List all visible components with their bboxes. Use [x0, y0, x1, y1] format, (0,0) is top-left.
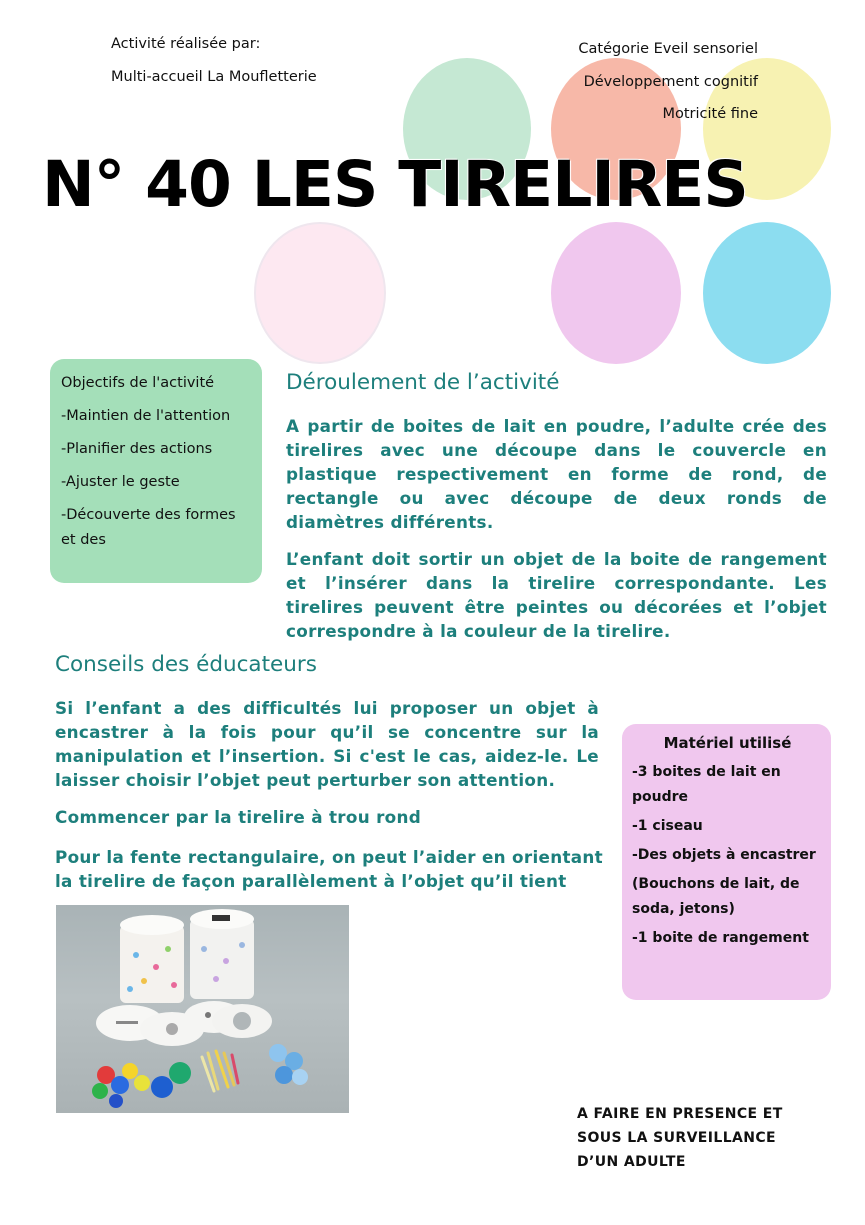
objectives-box [50, 359, 262, 583]
deroulement-heading: Déroulement de l’activité [286, 370, 560, 395]
conseils-paragraph: Pour la fente rectangulaire, on peut l’aider en orientant la tirelire de façon parallèlement à l’objet qu’il tient [55, 847, 603, 891]
conseils-paragraph: Si l’enfant a des difficultés lui proposer un objet à encastrer à la fois pour qu’il se concentre sur la manipulation et l’insertion. Si c'est le cas, aidez-le. Le laisser choisir l’objet peut perturber son attention. [55, 698, 599, 790]
objective-item: -Découverte des formes et des [61, 507, 236, 548]
category-line: Catégorie Eveil sensoriel [578, 41, 758, 57]
objective-item: -Planifier des actions [61, 441, 213, 457]
deroulement-paragraph: A partir de boites de lait en poudre, l’adulte crée des tirelires avec une découpe dans le couvercle en plastique respectivement en forme de rond, de rectangle ou avec découpe de deux ronds de diamètres différents. [286, 416, 827, 532]
decorative-circle-pink [254, 222, 386, 364]
milk-tin-left [120, 915, 184, 1003]
objectives-heading: Objectifs de l'activité [61, 375, 215, 391]
decorative-circle-violet [551, 222, 681, 364]
materiel-item: -1 ciseau [632, 818, 703, 834]
activity-photo [56, 905, 349, 1113]
safety-note-line: D’UN ADULTE [577, 1154, 686, 1170]
deroulement-paragraph: L’enfant doit sortir un objet de la boite de rangement et l’insérer dans la tirelire correspondante. Les tirelires peuvent être peintes ou décorées et l’objet correspondre à la couleur de la tirelire. [286, 549, 827, 641]
materiel-heading: Matériel utilisé [663, 734, 792, 752]
safety-note-line: A FAIRE EN PRESENCE ET [577, 1106, 783, 1122]
materiel-item: -Des objets à encastrer [632, 847, 816, 863]
conseils-paragraph: Commencer par la tirelire à trou rond [55, 807, 422, 827]
realised-by-value: Multi-accueil La Moufletterie [111, 69, 317, 85]
page-title: N° 40 LES TIRELIRES [42, 148, 748, 221]
safety-note [577, 1102, 783, 1174]
materiel-item: (Bouchons de lait, de soda, jetons) [632, 876, 800, 917]
materiel-item: -3 boites de lait en poudre [632, 764, 781, 805]
conseils-heading: Conseils des éducateurs [55, 652, 317, 677]
objective-item: -Ajuster le geste [61, 474, 180, 490]
materiel-box [622, 724, 831, 1000]
realised-by-label: Activité réalisée par: [111, 36, 261, 52]
decorative-circle-cyan [703, 222, 831, 364]
category-line: Motricité fine [662, 106, 758, 122]
materiel-item: -1 boite de rangement [632, 930, 809, 946]
activity-photo-illustration [56, 905, 349, 1113]
category-line: Développement cognitif [583, 74, 758, 90]
milk-tin-right [190, 909, 254, 999]
safety-note-line: SOUS LA SURVEILLANCE [577, 1130, 777, 1146]
objective-item: -Maintien de l'attention [61, 408, 231, 424]
